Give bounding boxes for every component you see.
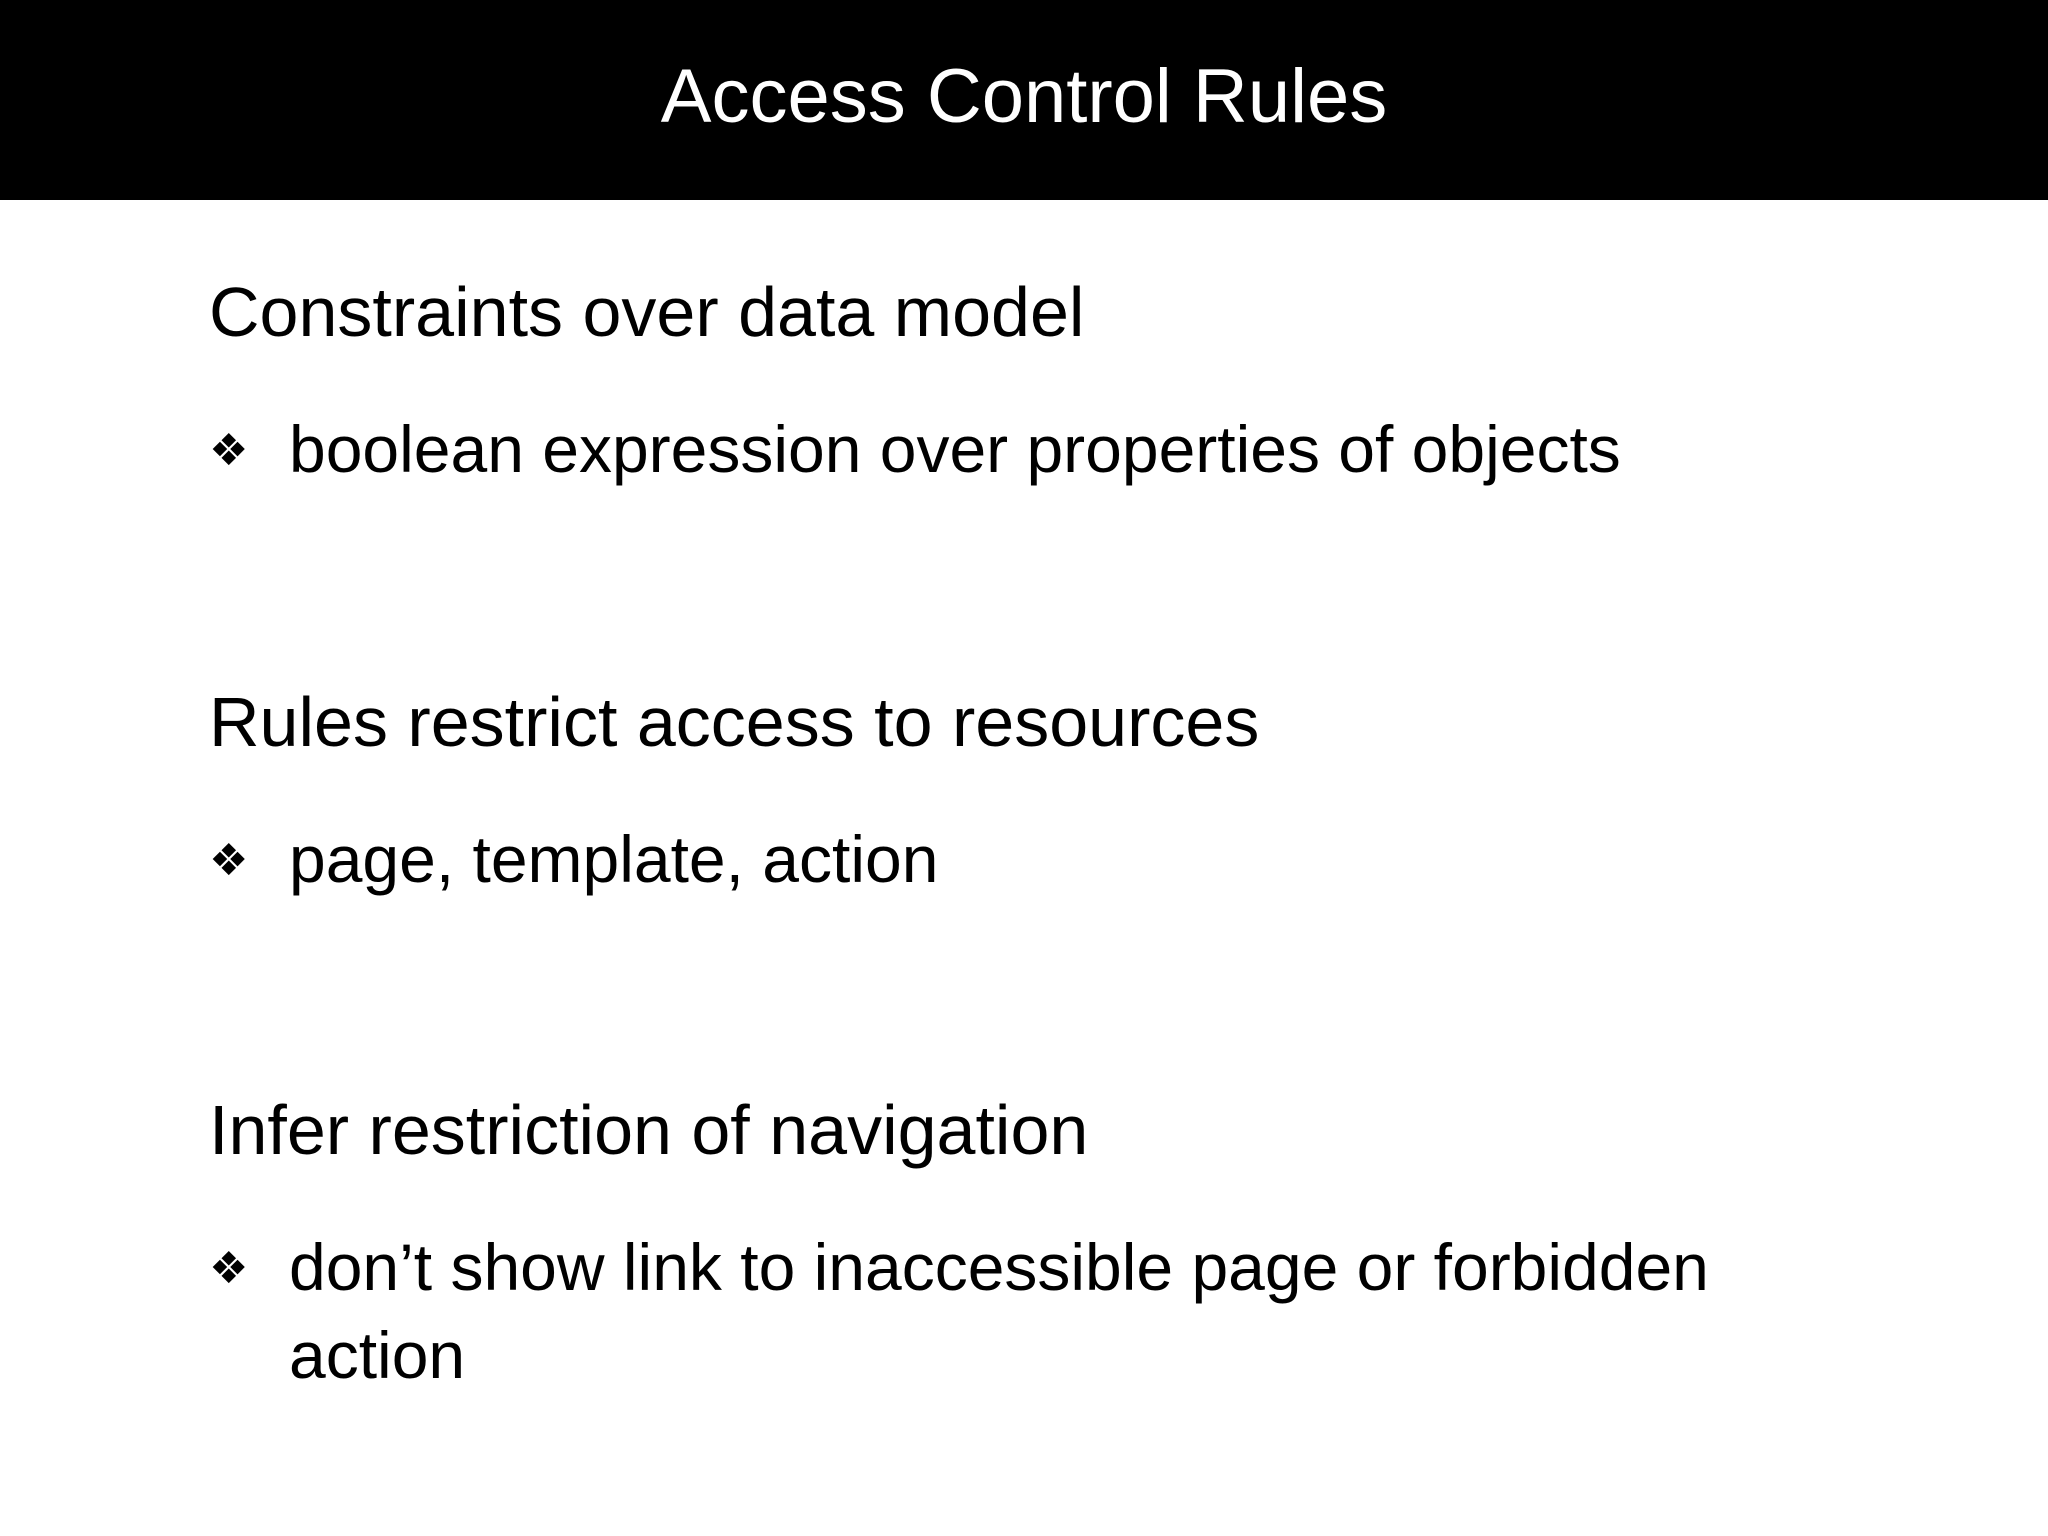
bullet-item [209,815,1849,903]
bullet-item [209,1223,1849,1399]
section-heading: Constraints over data model [209,273,1085,351]
title-bar [0,0,2048,200]
four-diamond-bullet-icon: ❖ [209,1242,249,1294]
bullet-text: page, template, action [289,821,939,896]
slide-title: Access Control Rules [660,54,1388,139]
section-constraints [209,272,1849,493]
section-heading: Infer restriction of navigation [209,1091,1089,1169]
bullet-item [209,405,1849,493]
four-diamond-bullet-icon: ❖ [209,424,249,476]
bullet-text: don’t show link to inaccessible page or forbidden action [289,1229,1709,1392]
bullet-text: boolean expression over properties of objects [289,411,1621,486]
four-diamond-bullet-icon: ❖ [209,834,249,886]
section-navigation [209,1090,1849,1399]
section-heading: Rules restrict access to resources [209,683,1260,761]
section-rules [209,682,1849,903]
